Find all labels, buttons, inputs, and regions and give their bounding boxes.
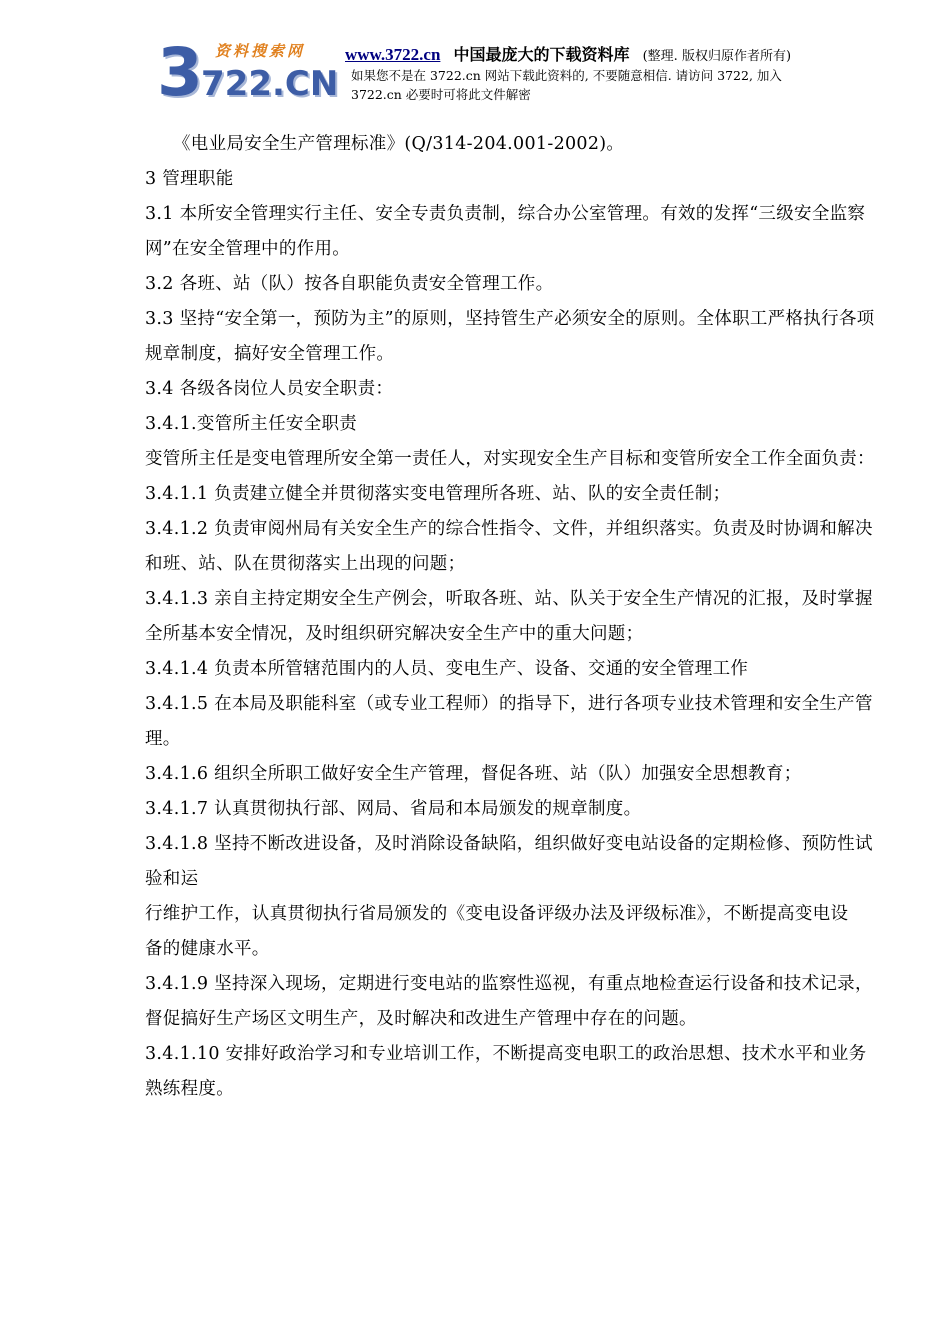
paragraph: 3.4.1.3 亲自主持定期安全生产例会，听取各班、站、队关于安全生产情况的汇报，及时掌握全所基本安全情况，及时组织研究解决安全生产中的重大问题； [145,589,873,644]
paragraph: 3.4.1.4 负责本所管辖范围内的人员、变电生产、设备、交通的安全管理工作 [145,659,749,679]
paragraph: 3.4.1.9 坚持深入现场，定期进行变电站的监察性巡视，有重点地检查运行设备和技术记录，督促搞好生产场区文明生产，及时解决和改进生产管理中存在的问题。 [145,974,873,1029]
header-line-3: 3722.cn 必要时可将此文件解密 [351,87,531,102]
site-logo [155,34,345,111]
header-line-1 [345,42,791,65]
document-body [145,127,880,1107]
logo-domain: 722.CN [201,64,339,104]
site-url-link[interactable]: www.3722.cn [345,45,441,64]
paragraph: 备的健康水平。 [145,939,270,959]
paragraph: 3.1 本所安全管理实行主任、安全专责负责制，综合办公室管理。有效的发挥“三级安全监察网”在安全管理中的作用。 [145,204,866,259]
paragraph: 3.4.1.1 负责建立健全并贯彻落实变电管理所各班、站、队的安全责任制； [145,484,731,504]
logo-tagline: 资料搜索网 [215,42,306,60]
section-heading: 3 管理职能 [145,169,234,189]
paragraph: 3.2 各班、站（队）按各自职能负责安全管理工作。 [145,274,554,294]
paragraph: 3.4.1.7 认真贯彻执行部、网局、省局和本局颁发的规章制度。 [145,799,642,819]
copyright-note: (整理. 版权归原作者所有) [642,49,792,64]
paragraph: 《电业局安全生产管理标准》(Q/314-204.001-2002)。 [173,134,625,154]
paragraph: 3.4.1.8 坚持不断改进设备，及时消除设备缺陷，组织做好变电站设备的定期检修、预防性试验和运 [145,834,873,889]
paragraph: 3.4.1.2 负责审阅州局有关安全生产的综合性指令、文件，并组织落实。负责及时协调和解决和班、站、队在贯彻落实上出现的问题； [145,519,873,574]
paragraph: 3.3 坚持“安全第一，预防为主”的原则，坚持管生产必须安全的原则。全体职工严格执行各项规章制度，搞好安全管理工作。 [145,309,875,364]
paragraph: 3.4.1.5 在本局及职能科室（或专业工程师）的指导下，进行各项专业技术管理和安全生产管理。 [145,694,873,749]
paragraph: 3.4.1.10 安排好政治学习和专业培训工作，不断提高变电职工的政治思想、技术水平和业务熟练程度。 [145,1044,867,1099]
paragraph: 3.4.1.6 组织全所职工做好安全生产管理，督促各班、站（队）加强安全思想教育； [145,764,802,784]
paragraph: 行维护工作，认真贯彻执行省局颁发的《变电设备评级办法及评级标准》，不断提高变电设 [145,904,849,924]
paragraph: 变管所主任是变电管理所安全第一责任人，对实现安全生产目标和变管所安全工作全面负责： [145,449,875,469]
page-header [155,34,915,111]
logo-digit: 3 [157,34,201,111]
site-slogan: 中国最庞大的下载资料库 [453,45,630,64]
subsection-heading: 3.4.1.变管所主任安全职责 [145,414,358,434]
paragraph: 3.4 各级各岗位人员安全职责： [145,379,394,399]
header-line-2: 如果您不是在 3722.cn 网站下载此资料的, 不要随意相信. 请访问 3722, 加入 [351,68,782,83]
